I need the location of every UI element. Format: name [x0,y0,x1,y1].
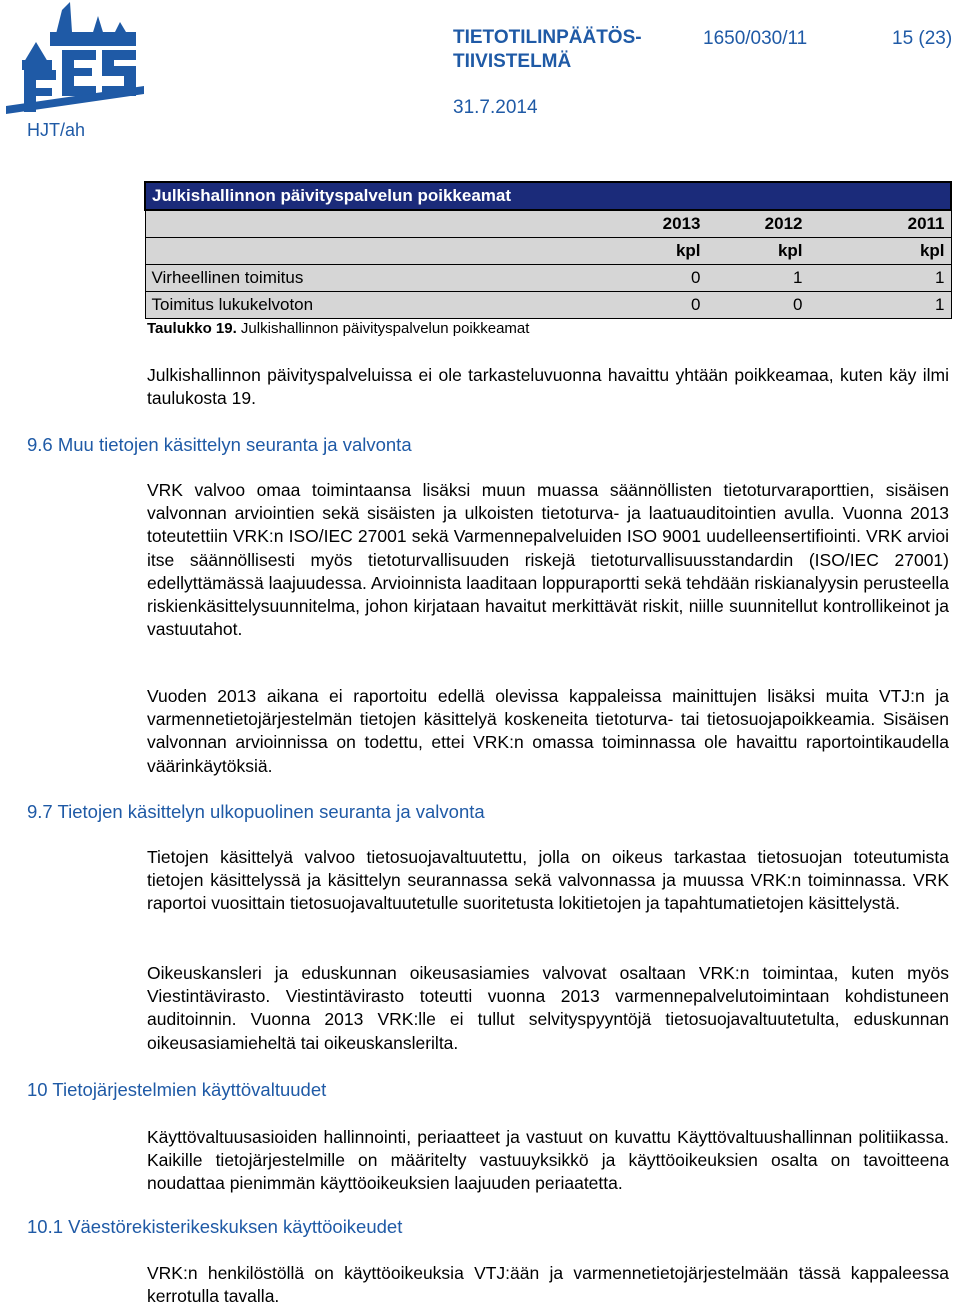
paragraph-10-1: VRK:n henkilöstöllä on käyttöoikeuksia VTJ:ään ja varmennetietojärjestelmään tässä kappaleessa kerrotulla tavalla. [147,1263,949,1307]
paragraph-table-note: Julkishallinnon päivityspalveluissa ei ole tarkasteluvuonna havaittu yhtään poikkeamaa, kuten käy ilmi taulukosta 19. [147,365,949,409]
table-cell: 0 [707,292,809,319]
unit-header: kpl [809,238,952,265]
paragraph-10: Käyttövaltuusasioiden hallinnointi, periaatteet ja vastuut on kuvattu Käyttövaltuushallinnan politiikassa. Kaikille tietojärjestelmille on määritelty vastuuyksikkö ja käyttöoikeuksien osalta on tavoitteena noudattaa pienimmän käyttöoikeuksien laajuuden periaatetta. [147,1127,949,1194]
document-title-line1: TIETOTILINPÄÄTÖS- [453,27,642,48]
row-label: Virheellinen toimitus [145,265,607,292]
author-initials: HJT/ah [27,120,86,140]
vrk-logo [6,2,144,120]
document-number: 1650/030/11 [703,28,808,49]
unit-header: kpl [607,238,707,265]
year-header: 2011 [809,210,952,238]
heading-10: 10 Tietojärjestelmien käyttövaltuudet [27,1079,327,1100]
table-cell: 1 [707,265,809,292]
table-title-row [145,182,951,210]
table-row [145,292,951,319]
paragraph-9-7-b: Oikeuskansleri ja eduskunnan oikeusasiamies valvovat osaltaan VRK:n toimintaa, kuten myös Viestintävirasto. Viestintävirasto toteutti vuonna 2013 varmennepalvelutoimintaan kohdistuneen auditoinnin. Vuonna 2013 VRK:lle ei tullut selvityspyyntöjä tietosuojavaltuutetulta, eduskunnan oikeusasiamieheltä tai oikeuskanslerilta. [147,963,949,1053]
table-title: Julkishallinnon päivityspalvelun poikkeamat [145,182,951,210]
document-date: 31.7.2014 [453,97,538,118]
table-cell: 0 [607,292,707,319]
table-row [145,265,951,292]
table-cell: 0 [607,265,707,292]
row-label: Toimitus lukukelvoton [145,292,607,319]
paragraph-9-6-b: Vuoden 2013 aikana ei raportoitu edellä olevissa kappaleissa mainittujen lisäksi muita VTJ:n ja varmennetietojärjestelmän tietojen käsittelyä koskeneita tietoturva- tai tietosuojapoikkeamia. Sisäisen valvonnan arvioinnissa on todettu, ettei VRK:n omassa toiminnassa ole havaittu raportointikaudella väärinkäytöksiä. [147,686,949,776]
document-title-line2: TIIVISTELMÄ [453,51,572,72]
data-table [144,181,952,319]
year-header: 2013 [607,210,707,238]
table-cell: 1 [809,265,952,292]
document-title [453,26,642,74]
table-cell: 1 [809,292,952,319]
heading-10-1: 10.1 Väestörekisterikeskuksen käyttöoikeudet [27,1216,403,1237]
table-caption-text: Julkishallinnon päivityspalvelun poikkeamat [236,320,530,337]
table-caption [147,320,529,337]
page-number: 15 (23) [892,28,953,49]
heading-9-7: 9.7 Tietojen käsittelyn ulkopuolinen seuranta ja valvonta [27,801,485,822]
year-header: 2012 [707,210,809,238]
table-header-units [145,238,951,265]
paragraph-9-7-a: Tietojen käsittelyä valvoo tietosuojavaltuutettu, jolla on oikeus tarkastaa tietosuojan toteutumista tietojen käsittelyssä ja käsittelyn seurannassa sekä valvonnassa ja muussa VRK:n toiminnassa. VRK raportoi vuosittain tietosuojavaltuutetulle suoritetusta lokitietojen ja tapahtumatietojen käsittelystä. [147,847,949,914]
table-header-years [145,210,951,238]
paragraph-9-6-a: VRK valvoo omaa toimintaansa lisäksi muun muassa säännöllisten tietoturvaraporttien, sisäisen valvonnan arviointien sekä sisäisten ja ulkoisten tietoturva- ja laatuauditointien avulla. Vuonna 2013 toteutettiin VRK:n ISO/IEC 27001 sekä Varmennepalveluiden ISO 9001 uudelleensertifiointi. VRK arvioi itse säännöllisesti myös tietoturvallisuuden riskejä tietoturvallisuusstandardin (ISO/IEC 27001) edellyttämässä laajuudessa. Arvioinnista laaditaan loppuraportti sekä tehdään riskianalyysin perusteella riskienkäsittelysuunnitelma, johon kirjataan havaitut merkittävät riskit, niille suunnitellut kontrollikeinot ja vastuutahot. [147,480,949,640]
table-caption-number: Taulukko 19. [147,320,237,337]
heading-9-6: 9.6 Muu tietojen käsittelyn seuranta ja valvonta [27,434,412,455]
unit-header: kpl [707,238,809,265]
